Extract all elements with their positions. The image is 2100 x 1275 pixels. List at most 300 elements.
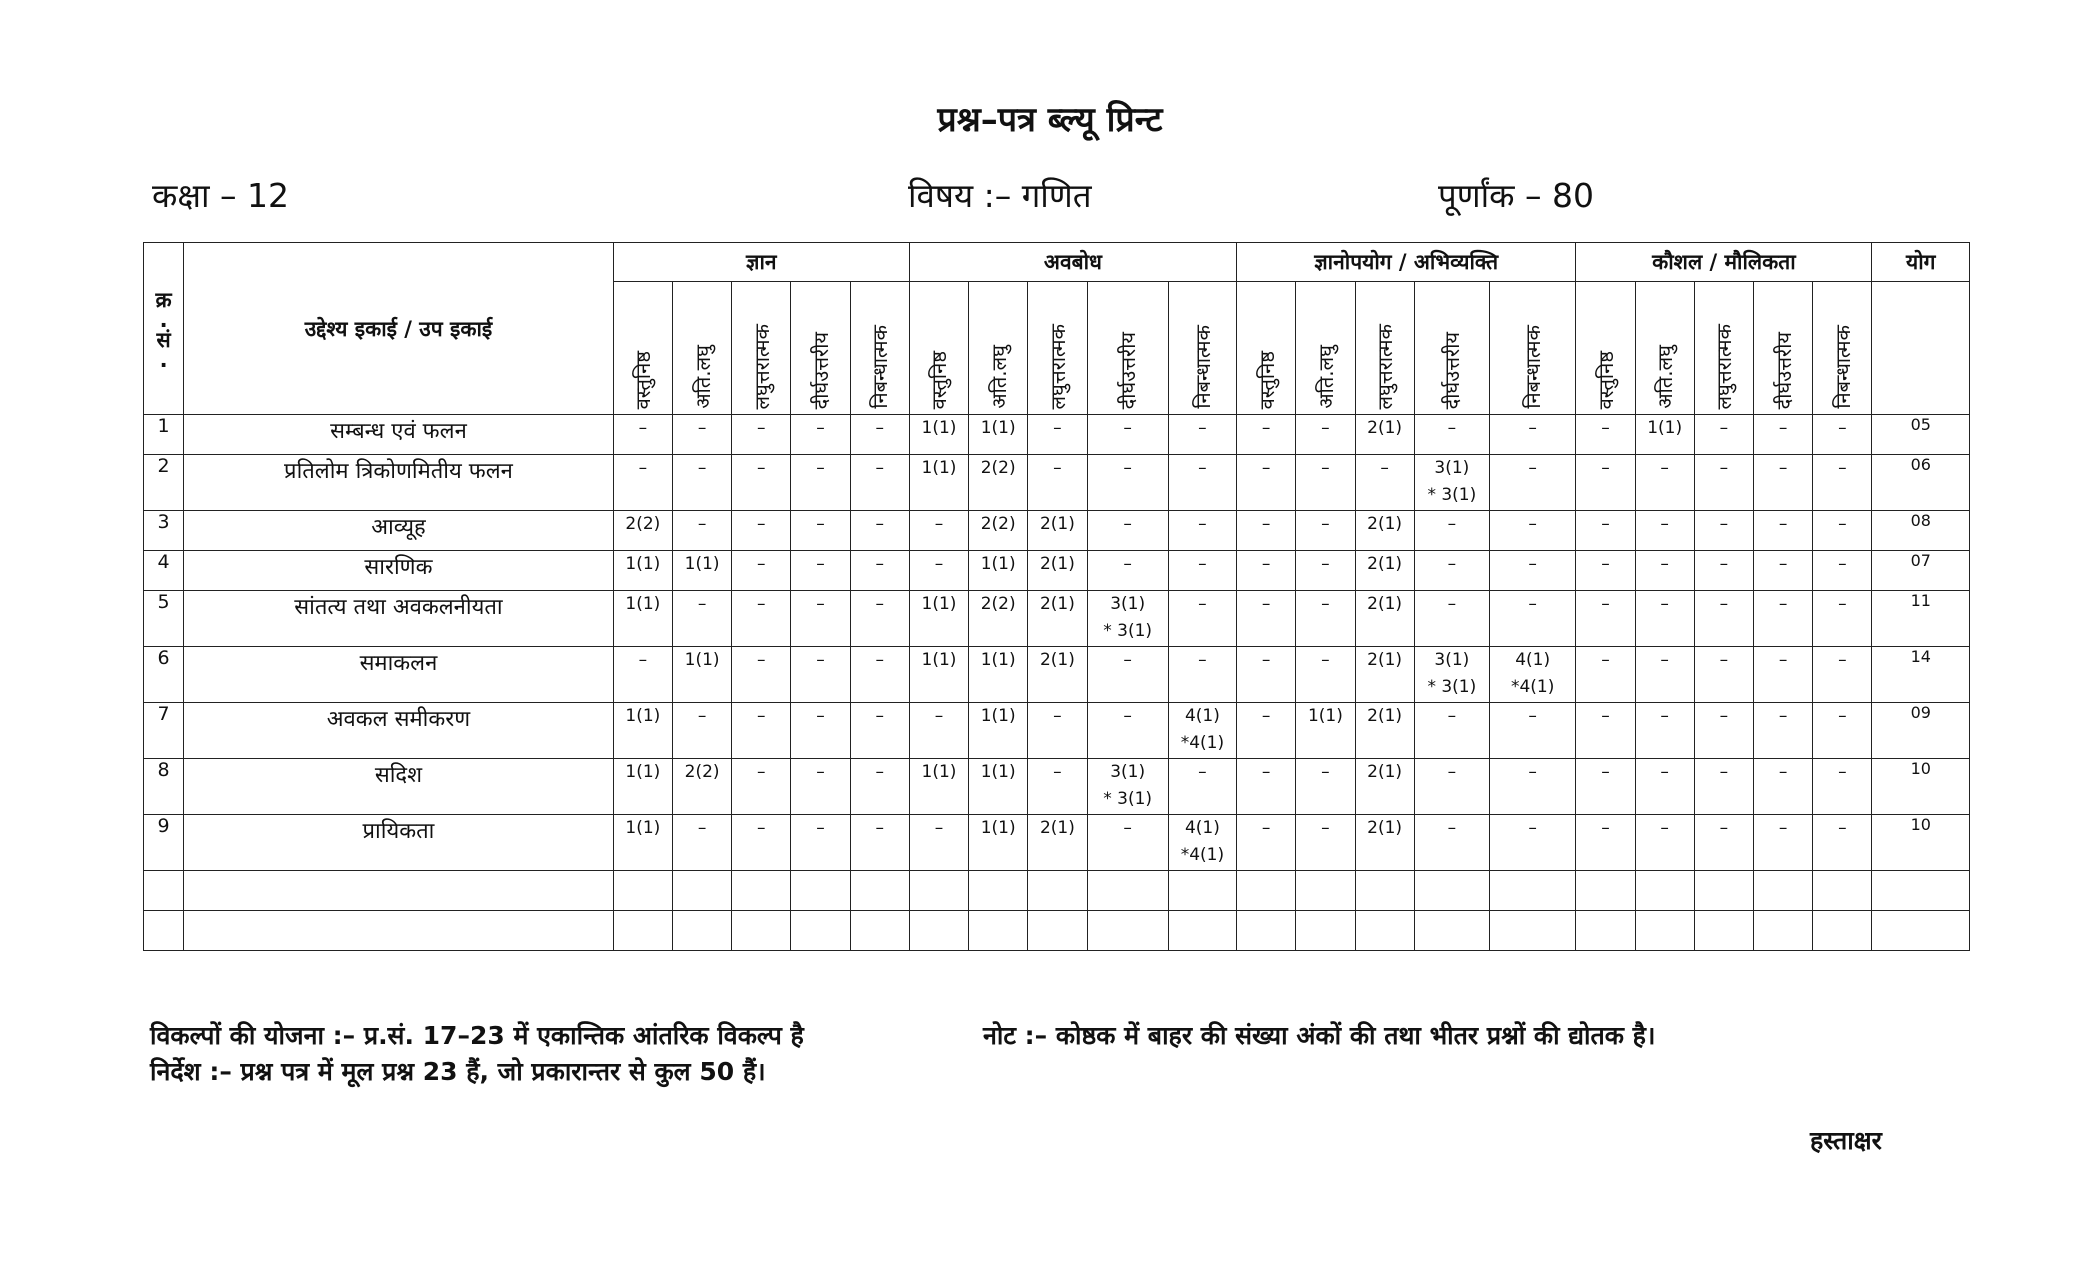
marks-cell: – <box>1168 591 1236 647</box>
marks-cell: – <box>672 511 731 551</box>
empty-cell <box>791 871 850 911</box>
question-type-label: लघुत्तरात्मक <box>1373 323 1398 409</box>
marks-cell: – <box>1296 415 1355 455</box>
unit-header: उद्देश्य इकाई / उप इकाई <box>184 243 614 415</box>
empty-cell <box>1237 871 1296 911</box>
marks-cell: 1(1) <box>1635 415 1694 455</box>
marks-cell: 2(1) <box>1028 591 1087 647</box>
empty-cell <box>1355 871 1414 911</box>
empty-cell <box>1635 911 1694 951</box>
marks-cell: – <box>850 455 909 511</box>
table-row <box>144 511 1970 551</box>
marks-cell: – <box>1635 591 1694 647</box>
marks-cell: – <box>1087 511 1168 551</box>
marks-cell: 1(1) <box>969 815 1028 871</box>
serial-header-glyph: . <box>159 307 168 332</box>
empty-cell <box>184 871 614 911</box>
question-type-header <box>1576 282 1635 415</box>
empty-cell <box>1296 871 1355 911</box>
empty-cell <box>1872 871 1970 911</box>
empty-cell <box>1355 911 1414 951</box>
question-type-label: निबन्धात्मक <box>1190 325 1215 409</box>
marks-cell: – <box>1694 703 1753 759</box>
empty-cell <box>1296 911 1355 951</box>
marks-cell: – <box>1168 511 1236 551</box>
serial-header-glyph: क्र <box>155 287 172 312</box>
marks-cell: – <box>1490 511 1576 551</box>
marks-cell: – <box>909 703 968 759</box>
marks-cell: – <box>613 455 672 511</box>
marks-cell: – <box>1635 551 1694 591</box>
marks-cell: – <box>1813 815 1872 871</box>
table-row <box>144 415 1970 455</box>
empty-cell <box>1087 871 1168 911</box>
empty-cell <box>791 911 850 951</box>
total-header: योग <box>1872 243 1970 282</box>
marks-cell: – <box>1576 591 1635 647</box>
marks-cell: 1(1) <box>969 759 1028 815</box>
marks-cell: – <box>732 511 791 551</box>
empty-cell <box>1028 871 1087 911</box>
marks-cell: 1(1) <box>613 759 672 815</box>
marks-cell: 2(1) <box>1028 511 1087 551</box>
group-header-4: कौशल / मौलिकता <box>1576 243 1872 282</box>
marks-cell: – <box>1490 815 1576 871</box>
marks-cell: – <box>1635 815 1694 871</box>
group-header-2: अवबोध <box>909 243 1236 282</box>
question-type-header <box>791 282 850 415</box>
marks-cell: – <box>1753 415 1812 455</box>
serial-number-cell: 9 <box>144 815 184 871</box>
table-row <box>144 815 1970 871</box>
marks-cell: – <box>732 551 791 591</box>
question-type-header <box>1087 282 1168 415</box>
group-header-1: ज्ञान <box>613 243 909 282</box>
empty-cell <box>909 871 968 911</box>
marks-cell: – <box>1753 703 1812 759</box>
empty-cell <box>144 871 184 911</box>
table-row <box>144 455 1970 511</box>
subject-label: विषय :– गणित <box>908 176 1092 215</box>
unit-name-cell: सारणिक <box>184 551 614 591</box>
marks-cell: 2(1) <box>1028 647 1087 703</box>
marks-cell: – <box>1635 455 1694 511</box>
marks-cell: – <box>1237 647 1296 703</box>
question-type-header <box>1414 282 1489 415</box>
question-type-header <box>1813 282 1872 415</box>
marks-cell: 2(1) <box>1355 759 1414 815</box>
table-row <box>144 759 1970 815</box>
empty-cell <box>1753 911 1812 951</box>
row-total-cell: 09 <box>1872 703 1970 759</box>
marks-cell: – <box>1813 415 1872 455</box>
marks-cell: – <box>1694 815 1753 871</box>
marks-cell: 2(1) <box>1355 591 1414 647</box>
marks-cell: – <box>1028 759 1087 815</box>
serial-number-cell: 4 <box>144 551 184 591</box>
signature-label: हस्ताक्षर <box>1810 1126 1882 1155</box>
marks-cell: – <box>1414 551 1489 591</box>
options-scheme-text: विकल्पों की योजना :– प्र.सं. 17–23 में एकान्तिक आंतरिक विकल्प है <box>150 1021 804 1050</box>
marks-cell: – <box>1753 647 1812 703</box>
marks-cell: 2(1) <box>1355 703 1414 759</box>
question-type-header <box>1168 282 1236 415</box>
question-type-label: निबन्धात्मक <box>1521 325 1546 409</box>
marks-cell: – <box>1028 415 1087 455</box>
serial-number-cell: 1 <box>144 415 184 455</box>
marks-cell: – <box>850 511 909 551</box>
empty-cell <box>1813 871 1872 911</box>
marks-cell: 1(1) <box>969 647 1028 703</box>
marks-cell: – <box>1635 703 1694 759</box>
empty-cell <box>1087 911 1168 951</box>
direction-text: निर्देश :– प्रश्न पत्र में मूल प्रश्न 23 हैं, जो प्रकारान्तर से कुल 50 हैं। <box>150 1057 766 1086</box>
marks-cell: 2(2) <box>969 455 1028 511</box>
unit-name-cell: सदिश <box>184 759 614 815</box>
empty-cell <box>732 871 791 911</box>
marks-cell: – <box>850 815 909 871</box>
marks-cell: 2(1) <box>1028 551 1087 591</box>
marks-cell: 1(1) <box>672 551 731 591</box>
marks-cell: – <box>1237 511 1296 551</box>
marks-cell: – <box>1490 591 1576 647</box>
marks-cell: 1(1) <box>909 759 968 815</box>
marks-cell: – <box>791 647 850 703</box>
marks-cell: – <box>909 815 968 871</box>
empty-cell <box>850 911 909 951</box>
row-total-cell: 08 <box>1872 511 1970 551</box>
empty-cell <box>1237 911 1296 951</box>
marks-cell: – <box>1813 647 1872 703</box>
serial-number-header <box>144 243 184 415</box>
full-marks-label: पूर्णांक – 80 <box>1438 176 1594 215</box>
marks-cell: 2(1) <box>1028 815 1087 871</box>
marks-cell: – <box>1753 759 1812 815</box>
marks-cell: – <box>791 455 850 511</box>
marks-cell: – <box>732 415 791 455</box>
marks-cell: – <box>1694 647 1753 703</box>
question-type-label: दीर्घउत्तरीय <box>809 331 834 409</box>
empty-cell <box>1694 871 1753 911</box>
marks-cell: – <box>1087 455 1168 511</box>
marks-cell: 3(1) * 3(1) <box>1414 647 1489 703</box>
marks-cell: 1(1) <box>613 551 672 591</box>
marks-cell: – <box>1694 511 1753 551</box>
question-type-label: लघुत्तरात्मक <box>749 323 774 409</box>
marks-cell: – <box>613 647 672 703</box>
empty-cell <box>1813 911 1872 951</box>
marks-cell: – <box>850 591 909 647</box>
marks-cell: – <box>1237 551 1296 591</box>
marks-cell: 3(1) * 3(1) <box>1087 759 1168 815</box>
question-type-label: वस्तुनिष्ठ <box>1254 350 1279 409</box>
group-header-3: ज्ञानोपयोग / अभिव्यक्ति <box>1237 243 1576 282</box>
marks-cell: – <box>1813 703 1872 759</box>
marks-cell: 2(1) <box>1355 815 1414 871</box>
empty-cell <box>1168 911 1236 951</box>
empty-cell <box>732 911 791 951</box>
empty-cell <box>909 911 968 951</box>
marks-cell: 2(1) <box>1355 415 1414 455</box>
row-total-cell: 14 <box>1872 647 1970 703</box>
marks-cell: – <box>1576 455 1635 511</box>
question-type-header <box>969 282 1028 415</box>
serial-header-glyph: . <box>159 347 168 372</box>
marks-cell: – <box>791 551 850 591</box>
empty-cell <box>672 871 731 911</box>
marks-cell: – <box>791 703 850 759</box>
marks-cell: – <box>1237 415 1296 455</box>
empty-cell <box>1635 871 1694 911</box>
marks-cell: – <box>672 455 731 511</box>
serial-number-cell: 7 <box>144 703 184 759</box>
question-type-header <box>1237 282 1296 415</box>
marks-cell: – <box>1168 455 1236 511</box>
marks-cell: – <box>1576 551 1635 591</box>
marks-cell: – <box>1414 511 1489 551</box>
marks-cell: – <box>1813 759 1872 815</box>
marks-cell: – <box>1635 511 1694 551</box>
marks-cell: – <box>1490 455 1576 511</box>
marks-cell: – <box>1296 815 1355 871</box>
marks-cell: 1(1) <box>909 415 968 455</box>
marks-cell: 1(1) <box>613 591 672 647</box>
marks-cell: – <box>1490 551 1576 591</box>
marks-cell: – <box>732 759 791 815</box>
marks-cell: – <box>1414 703 1489 759</box>
empty-cell <box>144 911 184 951</box>
question-type-header <box>1028 282 1087 415</box>
marks-cell: – <box>1087 415 1168 455</box>
question-type-label: वस्तुनिष्ठ <box>927 350 952 409</box>
marks-cell: – <box>1753 511 1812 551</box>
empty-cell <box>1414 871 1489 911</box>
marks-cell: 4(1) *4(1) <box>1168 815 1236 871</box>
serial-number-cell: 8 <box>144 759 184 815</box>
marks-cell: – <box>1087 647 1168 703</box>
unit-name-cell: सांतत्य तथा अवकलनीयता <box>184 591 614 647</box>
marks-cell: – <box>732 647 791 703</box>
class-label: कक्षा – 12 <box>152 176 290 215</box>
row-total-cell: 05 <box>1872 415 1970 455</box>
question-type-label: अति.लघु <box>1653 345 1678 409</box>
marks-cell: – <box>1635 647 1694 703</box>
marks-cell: – <box>1694 591 1753 647</box>
marks-cell: – <box>1168 551 1236 591</box>
row-total-cell: 10 <box>1872 759 1970 815</box>
marks-cell: – <box>1296 591 1355 647</box>
marks-cell: – <box>1753 455 1812 511</box>
empty-cell <box>1694 911 1753 951</box>
question-type-header <box>1355 282 1414 415</box>
row-total-cell: 07 <box>1872 551 1970 591</box>
question-type-label: निबन्धात्मक <box>1830 325 1855 409</box>
marks-cell: – <box>1414 415 1489 455</box>
marks-cell: – <box>1237 455 1296 511</box>
marks-cell: – <box>1576 815 1635 871</box>
marks-cell: – <box>1168 415 1236 455</box>
marks-cell: 2(2) <box>969 511 1028 551</box>
unit-name-cell: सम्बन्ध एवं फलन <box>184 415 614 455</box>
marks-cell: – <box>791 511 850 551</box>
marks-cell: – <box>791 815 850 871</box>
marks-cell: – <box>1813 551 1872 591</box>
unit-name-cell: आव्यूह <box>184 511 614 551</box>
marks-cell: – <box>1237 703 1296 759</box>
question-type-label: दीर्घउत्तरीय <box>1116 331 1141 409</box>
question-type-header <box>1694 282 1753 415</box>
marks-cell: – <box>791 591 850 647</box>
marks-cell: – <box>613 415 672 455</box>
marks-cell: – <box>1028 703 1087 759</box>
table-row <box>144 703 1970 759</box>
marks-cell: – <box>1576 703 1635 759</box>
marks-cell: 1(1) <box>1296 703 1355 759</box>
question-type-label: लघुत्तरात्मक <box>1712 323 1737 409</box>
question-type-header <box>1753 282 1812 415</box>
marks-cell: – <box>1576 759 1635 815</box>
marks-cell: – <box>1490 415 1576 455</box>
question-type-label: अति.लघु <box>1313 345 1338 409</box>
empty-cell <box>1872 911 1970 951</box>
note-text: नोट :– कोष्ठक में बाहर की संख्या अंकों की तथा भीतर प्रश्नों की द्योतक है। <box>983 1021 1656 1050</box>
marks-cell: – <box>732 703 791 759</box>
marks-cell: – <box>1087 815 1168 871</box>
marks-cell: – <box>732 455 791 511</box>
question-type-header <box>1490 282 1576 415</box>
blueprint-table <box>143 242 1970 951</box>
empty-cell <box>1490 871 1576 911</box>
row-total-cell: 10 <box>1872 815 1970 871</box>
serial-number-cell: 2 <box>144 455 184 511</box>
marks-cell: – <box>850 703 909 759</box>
marks-cell: 1(1) <box>969 551 1028 591</box>
marks-cell: – <box>672 415 731 455</box>
marks-cell: 3(1) * 3(1) <box>1414 455 1489 511</box>
empty-cell <box>1576 871 1635 911</box>
footer-instructions <box>150 1018 804 1090</box>
marks-cell: 2(1) <box>1355 647 1414 703</box>
question-type-header <box>732 282 791 415</box>
question-type-label: वस्तुनिष्ठ <box>1593 350 1618 409</box>
empty-cell <box>969 871 1028 911</box>
marks-cell: – <box>850 759 909 815</box>
marks-cell: – <box>1635 759 1694 815</box>
empty-cell <box>1576 911 1635 951</box>
empty-cell <box>969 911 1028 951</box>
serial-number-cell: 6 <box>144 647 184 703</box>
marks-cell: – <box>1087 551 1168 591</box>
marks-cell: – <box>1237 591 1296 647</box>
row-total-cell: 06 <box>1872 455 1970 511</box>
total-subheader-blank <box>1872 282 1970 415</box>
marks-cell: – <box>1296 759 1355 815</box>
marks-cell: 1(1) <box>909 647 968 703</box>
question-type-header <box>672 282 731 415</box>
marks-cell: – <box>909 551 968 591</box>
marks-cell: – <box>1296 551 1355 591</box>
marks-cell: 4(1) *4(1) <box>1168 703 1236 759</box>
empty-cell <box>184 911 614 951</box>
table-row <box>144 551 1970 591</box>
marks-cell: – <box>1168 759 1236 815</box>
marks-cell: 1(1) <box>613 815 672 871</box>
question-type-label: अति.लघु <box>986 345 1011 409</box>
marks-cell: – <box>850 551 909 591</box>
marks-cell: – <box>1694 551 1753 591</box>
question-type-label: दीर्घउत्तरीय <box>1440 331 1465 409</box>
marks-cell: – <box>850 415 909 455</box>
empty-row <box>144 871 1970 911</box>
serial-header-glyph: सं <box>156 327 171 352</box>
marks-cell: – <box>850 647 909 703</box>
marks-cell: – <box>1414 815 1489 871</box>
marks-cell: 1(1) <box>969 415 1028 455</box>
empty-cell <box>850 871 909 911</box>
marks-cell: – <box>1753 591 1812 647</box>
empty-cell <box>1490 911 1576 951</box>
marks-cell: – <box>1694 759 1753 815</box>
marks-cell: – <box>1237 815 1296 871</box>
question-type-label: अति.लघु <box>690 345 715 409</box>
empty-row <box>144 911 1970 951</box>
marks-cell: – <box>1490 703 1576 759</box>
marks-cell: – <box>672 591 731 647</box>
question-type-header <box>1296 282 1355 415</box>
marks-cell: – <box>732 815 791 871</box>
marks-cell: – <box>1694 455 1753 511</box>
empty-cell <box>1028 911 1087 951</box>
marks-cell: – <box>672 815 731 871</box>
empty-cell <box>1414 911 1489 951</box>
empty-cell <box>613 911 672 951</box>
marks-cell: 2(2) <box>672 759 731 815</box>
marks-cell: – <box>1694 415 1753 455</box>
marks-cell: – <box>1753 551 1812 591</box>
marks-cell: 1(1) <box>672 647 731 703</box>
page-title: प्रश्न–पत्र ब्ल्यू प्रिन्ट <box>937 100 1163 140</box>
marks-cell: – <box>1813 511 1872 551</box>
question-type-label: लघुत्तरात्मक <box>1045 323 1070 409</box>
marks-cell: – <box>791 759 850 815</box>
marks-cell: – <box>791 415 850 455</box>
row-total-cell: 11 <box>1872 591 1970 647</box>
question-type-label: निबन्धात्मक <box>868 325 893 409</box>
serial-number-cell: 3 <box>144 511 184 551</box>
marks-cell: – <box>1813 591 1872 647</box>
marks-cell: – <box>1087 703 1168 759</box>
marks-cell: 1(1) <box>969 703 1028 759</box>
empty-cell <box>672 911 731 951</box>
empty-cell <box>1168 871 1236 911</box>
table-row <box>144 591 1970 647</box>
marks-cell: – <box>1576 511 1635 551</box>
marks-cell: 1(1) <box>909 591 968 647</box>
marks-cell: 1(1) <box>909 455 968 511</box>
question-type-header <box>850 282 909 415</box>
marks-cell: – <box>1576 415 1635 455</box>
marks-cell: – <box>1355 455 1414 511</box>
marks-cell: – <box>1576 647 1635 703</box>
marks-cell: – <box>1753 815 1812 871</box>
marks-cell: – <box>1168 647 1236 703</box>
empty-cell <box>613 871 672 911</box>
marks-cell: – <box>1237 759 1296 815</box>
unit-name-cell: समाकलन <box>184 647 614 703</box>
marks-cell: – <box>1414 759 1489 815</box>
marks-cell: – <box>1414 591 1489 647</box>
marks-cell: – <box>1028 455 1087 511</box>
